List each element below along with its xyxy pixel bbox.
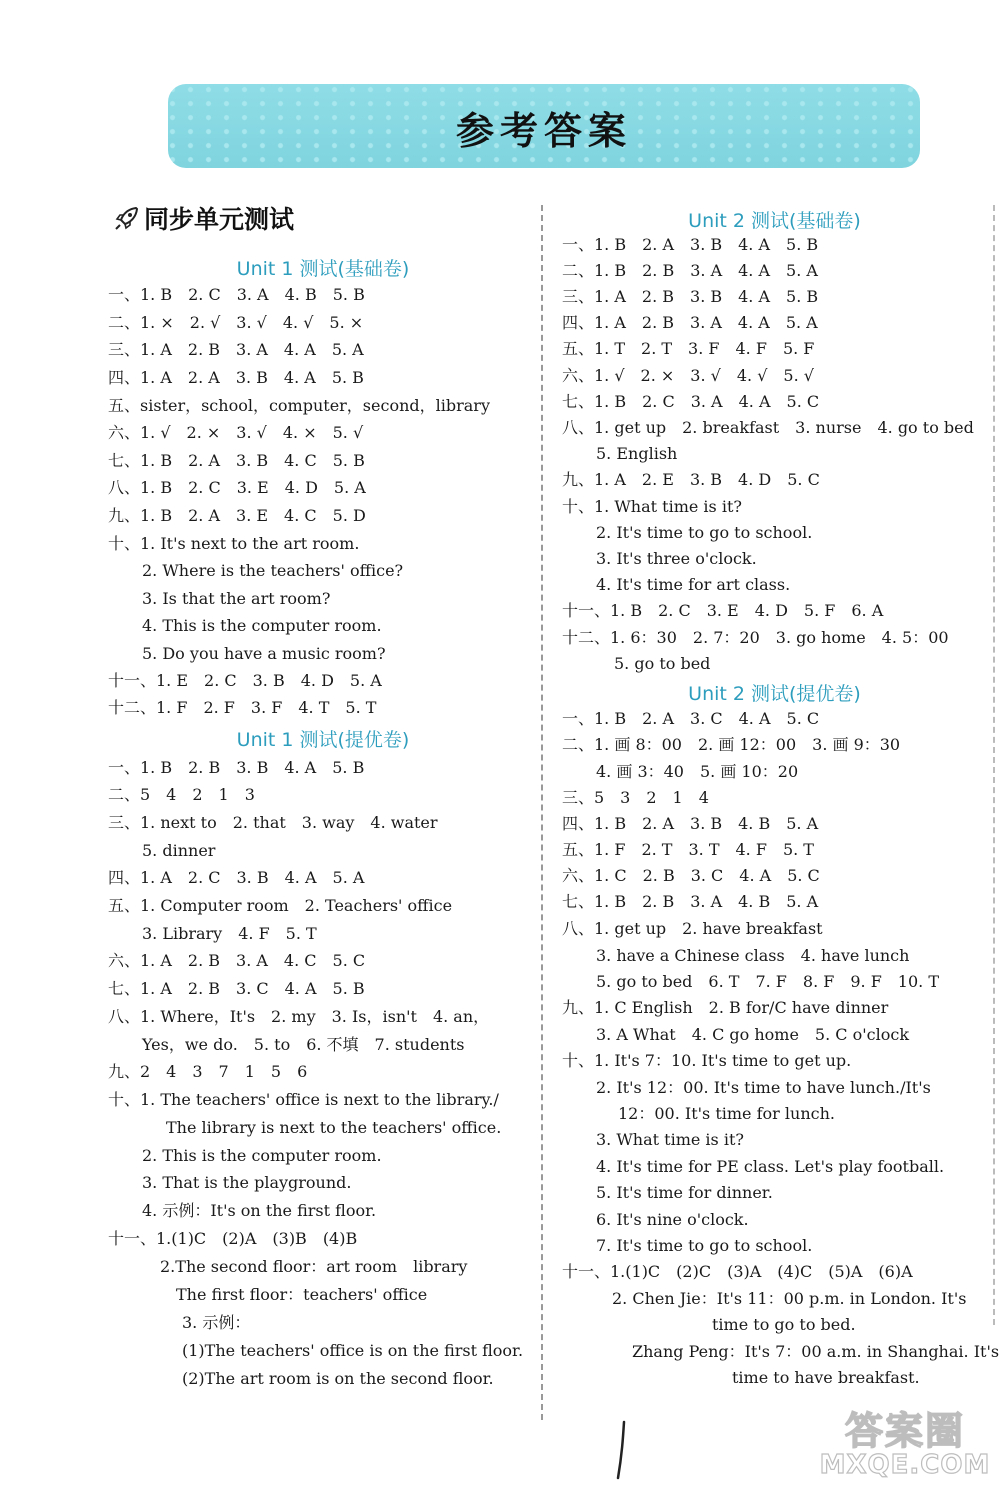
answer-line: 2. It's 12：00. It's time to have lunch./It's xyxy=(596,1078,931,1097)
answer-line: 3. have a Chinese class 4. have lunch xyxy=(596,946,910,965)
answer-line: 5. It's time for dinner. xyxy=(596,1183,773,1202)
answer-line: 二、1. B 2. B 3. A 4. A 5. A xyxy=(562,261,818,280)
rocket-icon xyxy=(114,205,140,231)
answer-line: 十二、1. F 2. F 3. F 4. T 5. T xyxy=(108,698,377,717)
answer-line: 2.The second floor：art room library xyxy=(160,1257,468,1276)
answer-line: 六、1. A 2. B 3. A 4. C 5. C xyxy=(108,951,366,970)
answer-line: 二、1. × 2. √ 3. √ 4. √ 5. × xyxy=(108,313,364,332)
answer-line: 三、1. A 2. B 3. A 4. A 5. A xyxy=(108,340,364,359)
answer-line: 4. This is the computer room. xyxy=(142,616,382,635)
answer-line: 一、1. B 2. C 3. A 4. B 5. B xyxy=(108,285,365,304)
answer-line: 六、1. √ 2. × 3. √ 4. √ 5. √ xyxy=(562,366,814,385)
answer-line: 5. English xyxy=(596,444,678,463)
answer-line: 十二、1. 6：30 2. 7：20 3. go home 4. 5：00 xyxy=(562,628,949,647)
answer-line: 5. go to bed xyxy=(614,654,711,673)
answer-line: Yes，we do. 5. to 6. 不填 7. students xyxy=(142,1035,465,1054)
answer-line: 五、1. F 2. T 3. T 4. F 5. T xyxy=(562,840,814,859)
watermark-url: MXQE.COM xyxy=(819,1450,991,1480)
answer-line: 4. 画 3：40 5. 画 10：20 xyxy=(596,762,799,781)
answer-line: time to go to bed. xyxy=(712,1315,856,1334)
answer-line: 5. dinner xyxy=(142,841,216,860)
answer-line: 5. go to bed 6. T 7. F 8. F 9. F 10. T xyxy=(596,972,940,991)
answer-line: 3. It's three o'clock. xyxy=(596,549,757,568)
answer-line: 十、1. It's next to the art room. xyxy=(108,534,360,553)
watermark-logo: 答案圈 xyxy=(844,1409,965,1453)
answer-line: 一、1. B 2. A 3. C 4. A 5. C xyxy=(562,709,820,728)
answer-line: 五、1. T 2. T 3. F 4. F 5. F xyxy=(562,339,815,358)
answer-line: 4. 示例：It's on the first floor. xyxy=(142,1201,377,1220)
answer-line: 7. It's time to go to school. xyxy=(596,1236,813,1255)
answer-line: 十一、1.(1)C (2)A (3)B (4)B xyxy=(108,1229,358,1248)
answer-line: 2. It's time to go to school. xyxy=(596,523,813,542)
section-heading: Unit 2 测试(基础卷) xyxy=(688,210,861,232)
answer-line: 四、1. A 2. A 3. B 4. A 5. B xyxy=(108,368,364,387)
answer-line: 七、1. B 2. B 3. A 4. B 5. A xyxy=(562,892,819,911)
column-divider xyxy=(541,205,543,1420)
answer-line: 一、1. B 2. B 3. B 4. A 5. B xyxy=(108,758,365,777)
answer-line: 八、1. Where，It's 2. my 3. Is，isn't 4. an， xyxy=(108,1007,490,1026)
answer-line: 十一、1. B 2. C 3. E 4. D 5. F 6. A xyxy=(562,601,884,620)
answer-line: 九、1. B 2. A 3. E 4. C 5. D xyxy=(108,506,366,525)
main-heading xyxy=(114,198,294,238)
answer-line: 八、1. get up 2. breakfast 3. nurse 4. go to bed xyxy=(562,418,974,437)
answer-line: 七、1. B 2. A 3. B 4. C 5. B xyxy=(108,451,365,470)
answer-line: The library is next to the teachers' office. xyxy=(166,1118,502,1137)
title-banner xyxy=(168,84,920,168)
answer-line: 2. This is the computer room. xyxy=(142,1146,382,1165)
answer-line: 3. 示例： xyxy=(182,1313,251,1332)
answer-line: 3. A What 4. C go home 5. C o'clock xyxy=(596,1025,910,1044)
answer-line: (2)The art room is on the second floor. xyxy=(182,1369,494,1388)
answer-line: 12：00. It's time for lunch. xyxy=(618,1104,835,1123)
answer-line: 九、1. A 2. E 3. B 4. D 5. C xyxy=(562,470,820,489)
answer-line: 3. Is that the art room? xyxy=(142,589,331,608)
answer-line: 十一、1. E 2. C 3. B 4. D 5. A xyxy=(108,671,382,690)
section-heading: Unit 1 测试(基础卷) xyxy=(236,258,410,280)
answer-line: 4. It's time for art class. xyxy=(596,575,791,594)
section-heading: Unit 2 测试(提优卷) xyxy=(688,683,861,705)
edge-divider xyxy=(993,205,995,1325)
answer-line: 五、sister，school，computer，second，library xyxy=(108,396,490,415)
answer-line: 三、5 3 2 1 4 xyxy=(562,788,709,807)
answer-line: 四、1. A 2. C 3. B 4. A 5. A xyxy=(108,868,365,887)
answer-line: 六、1. C 2. B 3. C 4. A 5. C xyxy=(562,866,820,885)
answer-line: 二、1. 画 8：00 2. 画 12：00 3. 画 9：30 xyxy=(562,735,901,754)
main-heading-text: 同步单元测试 xyxy=(144,205,295,234)
answer-line: 3. What time is it? xyxy=(596,1130,744,1149)
answer-line: 一、1. B 2. A 3. B 4. A 5. B xyxy=(562,235,819,254)
answer-line: 七、1. B 2. C 3. A 4. A 5. C xyxy=(562,392,820,411)
answer-line: 四、1. A 2. B 3. A 4. A 5. A xyxy=(562,313,818,332)
answer-line: 2. Chen Jie：It's 11：00 p.m. in London. It's xyxy=(612,1289,967,1308)
answer-line: 4. It's time for PE class. Let's play football. xyxy=(596,1157,945,1176)
answer-line: 2. Where is the teachers' office? xyxy=(142,561,404,580)
answer-line: 六、1. √ 2. × 3. √ 4. × 5. √ xyxy=(108,423,364,442)
section-heading: Unit 1 测试(提优卷) xyxy=(236,729,410,751)
answer-line: 四、1. B 2. A 3. B 4. B 5. A xyxy=(562,814,819,833)
page-title: 参考答案 xyxy=(455,109,632,153)
answer-line: 八、1. B 2. C 3. E 4. D 5. A xyxy=(108,478,366,497)
answer-line: 十、1. What time is it? xyxy=(562,497,742,516)
answer-line: The first floor：teachers' office xyxy=(176,1285,428,1304)
pen-mark xyxy=(612,1420,632,1480)
answer-line: 二、5 4 2 1 3 xyxy=(108,785,255,804)
answer-line: 八、1. get up 2. have breakfast xyxy=(562,919,823,938)
answer-line: 三、1. next to 2. that 3. way 4. water xyxy=(108,813,438,832)
answer-line: 3. That is the playground. xyxy=(142,1173,352,1192)
answer-line: Zhang Peng：It's 7：00 a.m. in Shanghai. It's xyxy=(632,1342,1000,1361)
answer-line: 九、1. C English 2. B for/C have dinner xyxy=(562,998,889,1017)
answer-line: 十一、1.(1)C (2)C (3)A (4)C (5)A (6)A xyxy=(562,1262,913,1281)
answer-line: 五、1. Computer room 2. Teachers' office xyxy=(108,896,453,915)
answer-line: time to have breakfast. xyxy=(732,1368,920,1387)
answer-line: 七、1. A 2. B 3. C 4. A 5. B xyxy=(108,979,365,998)
answer-line: 5. Do you have a music room? xyxy=(142,644,386,663)
answer-line: 九、2 4 3 7 1 5 6 xyxy=(108,1062,308,1081)
answer-line: 十、1. The teachers' office is next to the library./ xyxy=(108,1090,499,1109)
answer-line: (1)The teachers' office is on the first floor. xyxy=(182,1341,524,1360)
answer-line: 十、1. It's 7：10. It's time to get up. xyxy=(562,1051,852,1070)
answer-line: 三、1. A 2. B 3. B 4. A 5. B xyxy=(562,287,819,306)
answer-line: 6. It's nine o'clock. xyxy=(596,1210,749,1229)
answer-line: 3. Library 4. F 5. T xyxy=(142,924,317,943)
watermark xyxy=(815,1400,995,1490)
